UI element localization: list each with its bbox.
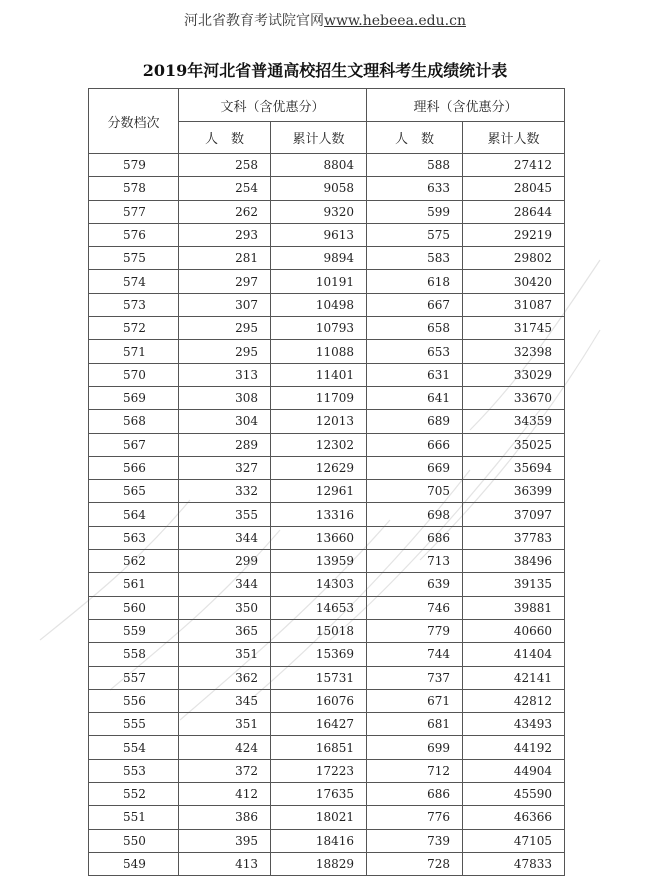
like-cumulative-cell: 47833 bbox=[463, 852, 565, 875]
table-row bbox=[89, 363, 565, 386]
score-cell: 579 bbox=[89, 154, 179, 177]
like-cumulative-cell: 44192 bbox=[463, 736, 565, 759]
score-cell: 577 bbox=[89, 200, 179, 223]
score-cell: 555 bbox=[89, 713, 179, 736]
like-count-cell: 666 bbox=[367, 433, 463, 456]
wenke-cumulative-cell: 13660 bbox=[271, 526, 367, 549]
score-cell: 572 bbox=[89, 317, 179, 340]
like-cumulative-cell: 40660 bbox=[463, 619, 565, 642]
table-row bbox=[89, 410, 565, 433]
score-cell: 552 bbox=[89, 783, 179, 806]
like-count-cell: 746 bbox=[367, 596, 463, 619]
score-cell: 568 bbox=[89, 410, 179, 433]
like-count-cell: 779 bbox=[367, 619, 463, 642]
table-row bbox=[89, 480, 565, 503]
like-count-cell: 744 bbox=[367, 643, 463, 666]
wenke-count-cell: 344 bbox=[179, 573, 271, 596]
wenke-count-cell: 372 bbox=[179, 759, 271, 782]
score-cell: 571 bbox=[89, 340, 179, 363]
like-cumulative-cell: 27412 bbox=[463, 154, 565, 177]
score-cell: 561 bbox=[89, 573, 179, 596]
wenke-count-cell: 413 bbox=[179, 852, 271, 875]
wenke-cumulative-cell: 18416 bbox=[271, 829, 367, 852]
like-count-cell: 653 bbox=[367, 340, 463, 363]
wenke-cumulative-cell: 12302 bbox=[271, 433, 367, 456]
col-group-like: 理科（含优惠分） bbox=[367, 89, 565, 122]
wenke-count-cell: 293 bbox=[179, 223, 271, 246]
like-cumulative-cell: 39135 bbox=[463, 573, 565, 596]
score-cell: 549 bbox=[89, 852, 179, 875]
like-cumulative-cell: 35694 bbox=[463, 456, 565, 479]
wenke-count-cell: 297 bbox=[179, 270, 271, 293]
like-count-cell: 641 bbox=[367, 386, 463, 409]
like-cumulative-cell: 31087 bbox=[463, 293, 565, 316]
score-cell: 578 bbox=[89, 177, 179, 200]
like-count-cell: 712 bbox=[367, 759, 463, 782]
col-header-like-cumulative: 累计人数 bbox=[463, 122, 565, 154]
wenke-cumulative-cell: 14653 bbox=[271, 596, 367, 619]
wenke-cumulative-cell: 13959 bbox=[271, 550, 367, 573]
table-row bbox=[89, 503, 565, 526]
wenke-cumulative-cell: 18021 bbox=[271, 806, 367, 829]
like-count-cell: 667 bbox=[367, 293, 463, 316]
score-cell: 576 bbox=[89, 223, 179, 246]
score-cell: 569 bbox=[89, 386, 179, 409]
like-cumulative-cell: 45590 bbox=[463, 783, 565, 806]
wenke-count-cell: 304 bbox=[179, 410, 271, 433]
like-cumulative-cell: 28045 bbox=[463, 177, 565, 200]
like-count-cell: 689 bbox=[367, 410, 463, 433]
col-header-like-count: 人 数 bbox=[367, 122, 463, 154]
like-cumulative-cell: 42141 bbox=[463, 666, 565, 689]
table-row bbox=[89, 689, 565, 712]
like-cumulative-cell: 47105 bbox=[463, 829, 565, 852]
wenke-cumulative-cell: 13316 bbox=[271, 503, 367, 526]
like-cumulative-cell: 44904 bbox=[463, 759, 565, 782]
like-cumulative-cell: 34359 bbox=[463, 410, 565, 433]
table-row bbox=[89, 200, 565, 223]
like-cumulative-cell: 35025 bbox=[463, 433, 565, 456]
like-cumulative-cell: 30420 bbox=[463, 270, 565, 293]
table-row bbox=[89, 573, 565, 596]
table-row bbox=[89, 433, 565, 456]
header-site-link[interactable]: www.hebeea.edu.cn bbox=[324, 13, 466, 29]
like-count-cell: 631 bbox=[367, 363, 463, 386]
score-cell: 553 bbox=[89, 759, 179, 782]
wenke-cumulative-cell: 15018 bbox=[271, 619, 367, 642]
like-count-cell: 681 bbox=[367, 713, 463, 736]
wenke-count-cell: 412 bbox=[179, 783, 271, 806]
wenke-count-cell: 344 bbox=[179, 526, 271, 549]
table-row bbox=[89, 177, 565, 200]
col-header-score: 分数档次 bbox=[89, 89, 179, 154]
wenke-cumulative-cell: 14303 bbox=[271, 573, 367, 596]
wenke-cumulative-cell: 10191 bbox=[271, 270, 367, 293]
col-header-wenke-count: 人 数 bbox=[179, 122, 271, 154]
wenke-cumulative-cell: 15731 bbox=[271, 666, 367, 689]
header-prefix: 河北省教育考试院官网 bbox=[184, 13, 325, 29]
wenke-count-cell: 281 bbox=[179, 247, 271, 270]
like-cumulative-cell: 33670 bbox=[463, 386, 565, 409]
like-count-cell: 669 bbox=[367, 456, 463, 479]
wenke-count-cell: 308 bbox=[179, 386, 271, 409]
table-row bbox=[89, 666, 565, 689]
like-cumulative-cell: 43493 bbox=[463, 713, 565, 736]
like-cumulative-cell: 39881 bbox=[463, 596, 565, 619]
score-cell: 563 bbox=[89, 526, 179, 549]
like-count-cell: 776 bbox=[367, 806, 463, 829]
table-row bbox=[89, 270, 565, 293]
table-row bbox=[89, 643, 565, 666]
like-count-cell: 599 bbox=[367, 200, 463, 223]
table-row bbox=[89, 829, 565, 852]
like-cumulative-cell: 46366 bbox=[463, 806, 565, 829]
wenke-cumulative-cell: 9894 bbox=[271, 247, 367, 270]
score-cell: 565 bbox=[89, 480, 179, 503]
wenke-cumulative-cell: 12961 bbox=[271, 480, 367, 503]
page-header bbox=[0, 10, 650, 30]
wenke-count-cell: 365 bbox=[179, 619, 271, 642]
table-row bbox=[89, 619, 565, 642]
score-cell: 570 bbox=[89, 363, 179, 386]
page-title: 2019年河北省普通高校招生文理科考生成绩统计表 bbox=[142, 61, 508, 80]
score-cell: 567 bbox=[89, 433, 179, 456]
score-cell: 562 bbox=[89, 550, 179, 573]
like-count-cell: 686 bbox=[367, 526, 463, 549]
score-cell: 559 bbox=[89, 619, 179, 642]
score-cell: 566 bbox=[89, 456, 179, 479]
wenke-count-cell: 313 bbox=[179, 363, 271, 386]
score-cell: 557 bbox=[89, 666, 179, 689]
like-count-cell: 739 bbox=[367, 829, 463, 852]
score-cell: 556 bbox=[89, 689, 179, 712]
wenke-cumulative-cell: 12013 bbox=[271, 410, 367, 433]
table-row bbox=[89, 386, 565, 409]
wenke-cumulative-cell: 17223 bbox=[271, 759, 367, 782]
like-count-cell: 737 bbox=[367, 666, 463, 689]
wenke-count-cell: 345 bbox=[179, 689, 271, 712]
like-cumulative-cell: 38496 bbox=[463, 550, 565, 573]
table-row bbox=[89, 154, 565, 177]
like-cumulative-cell: 28644 bbox=[463, 200, 565, 223]
like-cumulative-cell: 36399 bbox=[463, 480, 565, 503]
score-cell: 564 bbox=[89, 503, 179, 526]
col-group-wenke: 文科（含优惠分） bbox=[179, 89, 367, 122]
table-row bbox=[89, 247, 565, 270]
like-count-cell: 583 bbox=[367, 247, 463, 270]
like-count-cell: 686 bbox=[367, 783, 463, 806]
wenke-count-cell: 307 bbox=[179, 293, 271, 316]
wenke-count-cell: 362 bbox=[179, 666, 271, 689]
score-cell: 558 bbox=[89, 643, 179, 666]
wenke-count-cell: 350 bbox=[179, 596, 271, 619]
table-row bbox=[89, 550, 565, 573]
wenke-count-cell: 258 bbox=[179, 154, 271, 177]
wenke-count-cell: 332 bbox=[179, 480, 271, 503]
table-row bbox=[89, 293, 565, 316]
score-cell: 560 bbox=[89, 596, 179, 619]
like-count-cell: 728 bbox=[367, 852, 463, 875]
wenke-count-cell: 295 bbox=[179, 340, 271, 363]
like-count-cell: 671 bbox=[367, 689, 463, 712]
table-row bbox=[89, 223, 565, 246]
wenke-count-cell: 351 bbox=[179, 713, 271, 736]
wenke-cumulative-cell: 11088 bbox=[271, 340, 367, 363]
like-cumulative-cell: 29219 bbox=[463, 223, 565, 246]
wenke-cumulative-cell: 10498 bbox=[271, 293, 367, 316]
table-row bbox=[89, 852, 565, 875]
score-cell: 554 bbox=[89, 736, 179, 759]
wenke-cumulative-cell: 9613 bbox=[271, 223, 367, 246]
wenke-cumulative-cell: 12629 bbox=[271, 456, 367, 479]
score-cell: 550 bbox=[89, 829, 179, 852]
score-cell: 575 bbox=[89, 247, 179, 270]
wenke-cumulative-cell: 8804 bbox=[271, 154, 367, 177]
wenke-cumulative-cell: 11709 bbox=[271, 386, 367, 409]
score-stats-table bbox=[88, 88, 565, 876]
table-row bbox=[89, 317, 565, 340]
like-cumulative-cell: 41404 bbox=[463, 643, 565, 666]
like-cumulative-cell: 42812 bbox=[463, 689, 565, 712]
wenke-cumulative-cell: 15369 bbox=[271, 643, 367, 666]
wenke-count-cell: 262 bbox=[179, 200, 271, 223]
like-count-cell: 639 bbox=[367, 573, 463, 596]
score-cell: 573 bbox=[89, 293, 179, 316]
wenke-count-cell: 289 bbox=[179, 433, 271, 456]
table-row bbox=[89, 526, 565, 549]
wenke-count-cell: 395 bbox=[179, 829, 271, 852]
table-row bbox=[89, 713, 565, 736]
wenke-count-cell: 254 bbox=[179, 177, 271, 200]
wenke-count-cell: 327 bbox=[179, 456, 271, 479]
table-row bbox=[89, 783, 565, 806]
col-header-wenke-cumulative: 累计人数 bbox=[271, 122, 367, 154]
wenke-cumulative-cell: 16851 bbox=[271, 736, 367, 759]
like-count-cell: 588 bbox=[367, 154, 463, 177]
wenke-count-cell: 424 bbox=[179, 736, 271, 759]
like-count-cell: 705 bbox=[367, 480, 463, 503]
wenke-cumulative-cell: 9320 bbox=[271, 200, 367, 223]
wenke-cumulative-cell: 16076 bbox=[271, 689, 367, 712]
like-count-cell: 658 bbox=[367, 317, 463, 340]
like-count-cell: 699 bbox=[367, 736, 463, 759]
score-cell: 551 bbox=[89, 806, 179, 829]
like-cumulative-cell: 31745 bbox=[463, 317, 565, 340]
wenke-cumulative-cell: 17635 bbox=[271, 783, 367, 806]
wenke-cumulative-cell: 16427 bbox=[271, 713, 367, 736]
like-cumulative-cell: 37097 bbox=[463, 503, 565, 526]
table-row bbox=[89, 340, 565, 363]
like-count-cell: 618 bbox=[367, 270, 463, 293]
table-row bbox=[89, 759, 565, 782]
wenke-cumulative-cell: 18829 bbox=[271, 852, 367, 875]
wenke-count-cell: 355 bbox=[179, 503, 271, 526]
table-row bbox=[89, 456, 565, 479]
table-row bbox=[89, 736, 565, 759]
like-cumulative-cell: 33029 bbox=[463, 363, 565, 386]
like-count-cell: 633 bbox=[367, 177, 463, 200]
wenke-cumulative-cell: 11401 bbox=[271, 363, 367, 386]
like-count-cell: 713 bbox=[367, 550, 463, 573]
wenke-count-cell: 386 bbox=[179, 806, 271, 829]
like-count-cell: 698 bbox=[367, 503, 463, 526]
table-row bbox=[89, 596, 565, 619]
wenke-cumulative-cell: 9058 bbox=[271, 177, 367, 200]
wenke-cumulative-cell: 10793 bbox=[271, 317, 367, 340]
like-count-cell: 575 bbox=[367, 223, 463, 246]
score-cell: 574 bbox=[89, 270, 179, 293]
like-cumulative-cell: 29802 bbox=[463, 247, 565, 270]
like-cumulative-cell: 37783 bbox=[463, 526, 565, 549]
wenke-count-cell: 295 bbox=[179, 317, 271, 340]
wenke-count-cell: 299 bbox=[179, 550, 271, 573]
wenke-count-cell: 351 bbox=[179, 643, 271, 666]
table-row bbox=[89, 806, 565, 829]
like-cumulative-cell: 32398 bbox=[463, 340, 565, 363]
